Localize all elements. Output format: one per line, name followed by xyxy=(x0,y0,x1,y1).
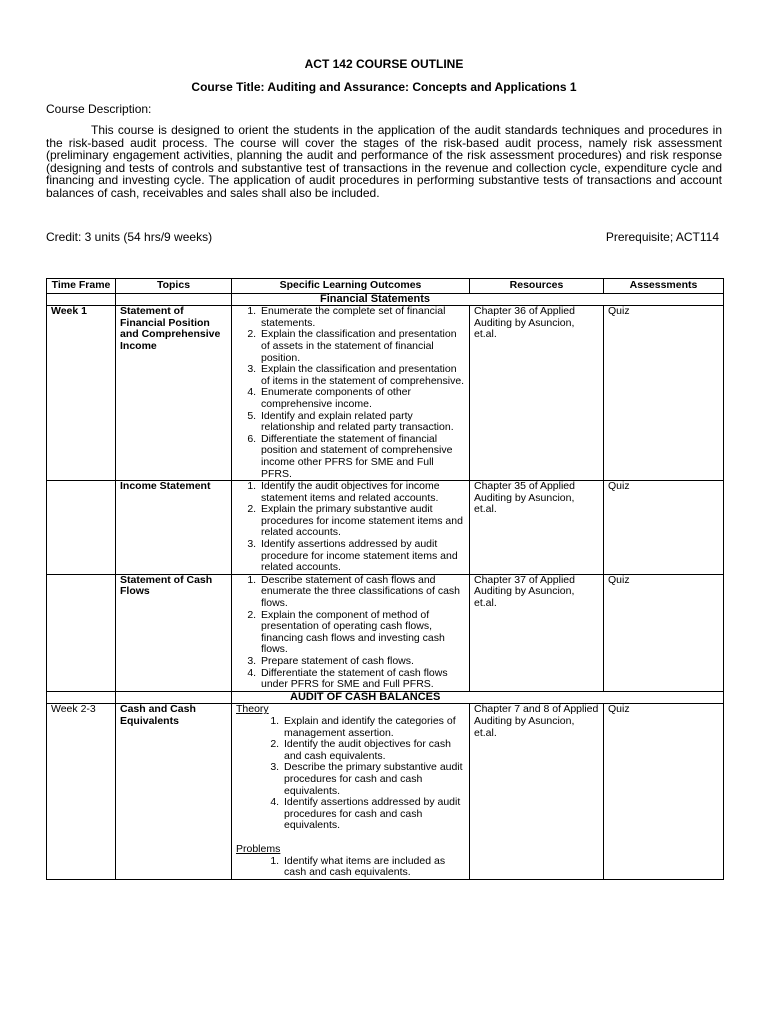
theory-label: Theory xyxy=(236,703,269,716)
list-item: 3. Identify assertions addressed by audit procedure for income statement items and related accounts. xyxy=(259,539,465,574)
table-row xyxy=(47,306,724,481)
course-outline-table xyxy=(46,278,724,880)
outcomes-list xyxy=(236,306,465,480)
list-item: 2. Explain the classification and presentation of assets in the statement of financial position. xyxy=(259,329,465,364)
list-item: 5. Identify and explain related party relationship and related party transaction. xyxy=(259,411,465,434)
list-item: 4. Differentiate the statement of cash flows under PFRS for SME and Full PFRS. xyxy=(259,668,465,691)
problems-label: Problems xyxy=(236,842,281,855)
list-item: 1. Describe statement of cash flows and enumerate the three classifications of cash flows. xyxy=(259,575,465,610)
section-row-audit-of-cash xyxy=(47,691,724,704)
assessment-cell: Quiz xyxy=(604,574,724,691)
list-item: 3. Explain the classification and presentation of items in the statement of comprehensive. xyxy=(259,364,465,387)
header-time-frame: Time Frame xyxy=(47,279,116,294)
list-item: 2. Explain the component of method of presentation of operating cash flows, financing cash flows and investing cash flows. xyxy=(259,610,465,656)
assessment-cell: Quiz xyxy=(604,306,724,481)
credit-text: Credit: 3 units (54 hrs/9 weeks) xyxy=(46,230,213,244)
table-row xyxy=(47,481,724,575)
section-row-financial-statements xyxy=(47,293,724,306)
resource-cell: Chapter 37 of Applied Auditing by Asuncion, et.al. xyxy=(470,574,604,691)
problems-list xyxy=(236,856,465,879)
list-item: 2. Explain the primary substantive audit procedures for income statement items and related accounts. xyxy=(259,504,465,539)
week-cell xyxy=(47,574,116,691)
section-title: Financial Statements xyxy=(232,293,724,306)
description-label: Course Description: xyxy=(46,102,152,116)
list-item: 3. Describe the primary substantive audit procedures for cash and cash equivalents. xyxy=(282,762,465,797)
header-topics: Topics xyxy=(116,279,232,294)
prerequisite-text: Prerequisite; ACT114 xyxy=(605,230,719,244)
outcomes-cell xyxy=(232,574,470,691)
resource-cell: Chapter 7 and 8 of Applied Auditing by Asuncion, et.al. xyxy=(470,704,604,879)
course-title: Course Title: Auditing and Assurance: Concepts and Applications 1 xyxy=(191,80,577,94)
table-row xyxy=(47,704,724,879)
outcomes-cell xyxy=(232,306,470,481)
outcomes-cell xyxy=(232,704,470,879)
header-assessments: Assessments xyxy=(604,279,724,294)
assessment-cell: Quiz xyxy=(604,481,724,575)
list-item: 2. Identify the audit objectives for cash and cash equivalents. xyxy=(282,739,465,762)
list-item: 1. Identify what items are included as cash and cash equivalents. xyxy=(282,856,465,879)
week-cell: Week 1 xyxy=(47,306,116,481)
week-cell: Week 2-3 xyxy=(47,704,116,879)
section-title: AUDIT OF CASH BALANCES xyxy=(232,691,724,704)
list-item: 1. Identify the audit objectives for income statement items and related accounts. xyxy=(259,481,465,504)
table-header-row xyxy=(47,279,724,294)
list-item: 4. Enumerate components of other comprehensive income. xyxy=(259,387,465,410)
outcomes-list xyxy=(236,575,465,691)
topic-cell: Statement of Cash Flows xyxy=(116,574,232,691)
topic-cell: Income Statement xyxy=(116,481,232,575)
assessment-cell: Quiz xyxy=(604,704,724,879)
header-outcomes: Specific Learning Outcomes xyxy=(232,279,470,294)
header-resources: Resources xyxy=(470,279,604,294)
table-row xyxy=(47,574,724,691)
theory-list xyxy=(236,716,465,832)
topic-cell: Cash and Cash Equivalents xyxy=(116,704,232,879)
course-description: This course is designed to orient the students in the application of the audit standards techniques and procedures in the risk-based audit process. The course will cover the stages of the risk-based audit process, namely risk assessment (preliminary engagement activities, planning the audit and performance of the risk assessment procedures) and risk response (designing and tests of controls and substantive test of transactions in the revenue and collection cycle, expenditure cycle and financing and investing cycle. The application of audit procedures in performing substantive tests of transactions and account balances of cash, receivables and sales shall also be included. xyxy=(46,123,722,200)
resource-cell: Chapter 36 of Applied Auditing by Asuncion, et.al. xyxy=(470,306,604,481)
week-cell xyxy=(47,481,116,575)
outcomes-list xyxy=(236,481,465,574)
list-item: 3. Prepare statement of cash flows. xyxy=(259,656,465,668)
resource-cell: Chapter 35 of Applied Auditing by Asuncion, et.al. xyxy=(470,481,604,575)
list-item: 1. Explain and identify the categories of management assertion. xyxy=(282,716,465,739)
outline-title: ACT 142 COURSE OUTLINE xyxy=(304,57,464,71)
list-item: 6. Differentiate the statement of financial position and statement of comprehensive income other PFRS for SME and Full PFRS. xyxy=(259,434,465,480)
list-item: 4. Identify assertions addressed by audit procedures for cash and cash equivalents. xyxy=(282,797,465,832)
outcomes-cell xyxy=(232,481,470,575)
topic-cell: Statement of Financial Position and Comprehensive Income xyxy=(116,306,232,481)
list-item: 1. Enumerate the complete set of financial statements. xyxy=(259,306,465,329)
